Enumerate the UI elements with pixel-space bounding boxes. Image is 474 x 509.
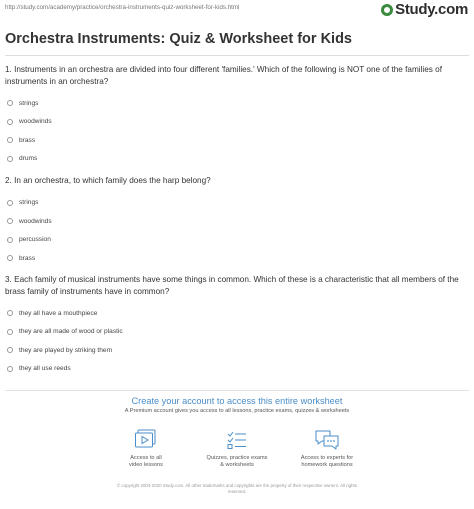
video-lessons-icon [133,428,159,452]
quizzes-checklist-icon [224,428,250,452]
option-label: woodwinds [19,217,52,225]
option-label: strings [19,99,39,107]
radio-button-icon[interactable] [7,200,13,206]
logo-text: Study.com [395,1,468,18]
radio-button-icon[interactable] [7,218,13,224]
radio-button-icon[interactable] [7,329,13,335]
radio-button-icon[interactable] [7,237,13,243]
question-1 [5,64,467,168]
option-label: brass [19,254,36,262]
question-text: 3. Each family of musical instruments have some things in common. Which of these is a characteristic that all members of the brass family of instruments have in common? [5,275,459,296]
answer-option[interactable] [5,231,467,250]
cta-divider [5,390,469,391]
answer-options [5,94,467,168]
page-url: http://study.com/academy/practice/orchestra-instruments-quiz-worksheet-for-kids.html [5,4,240,11]
feature-label: Quizzes, practice exams & worksheets [206,455,268,468]
question-text: 2. In an orchestra, to which family does the harp belong? [5,176,211,185]
option-label: they all have a mouthpiece [19,309,98,317]
answer-option[interactable] [5,360,467,379]
feature-video-lessons [101,428,191,469]
feature-label: Access to experts for homework questions [300,455,354,468]
answer-option[interactable] [5,341,467,360]
radio-button-icon[interactable] [7,310,13,316]
answer-option[interactable] [5,323,467,342]
question-3 [5,274,467,378]
option-label: woodwinds [19,118,52,126]
option-label: they are played by striking them [19,346,113,354]
option-label: they are all made of wood or plastic [19,328,123,336]
answer-options [5,304,467,378]
question-text: 1. Instruments in an orchestra are divided into four different 'families.' Which of the following is NOT one of the families of instruments in an orchestra? [5,65,442,86]
option-label: brass [19,136,36,144]
radio-button-icon[interactable] [7,137,13,143]
copyright-notice: © copyright 2003-2020 Study.com. All other trademarks and copyrights are the property of their respective owners. All rights reserved. [117,483,357,494]
premium-description: A Premium account gives you access to all lessons, practice exams, quizzes & worksheets [124,408,350,414]
answer-options [5,194,467,268]
answer-option[interactable] [5,113,467,132]
answer-option[interactable] [5,249,467,268]
radio-button-icon[interactable] [7,100,13,106]
study-logo[interactable] [381,3,468,17]
option-label: drums [19,155,38,163]
radio-button-icon[interactable] [7,255,13,261]
option-label: percussion [19,236,51,244]
top-bar [0,0,474,22]
answer-option[interactable] [5,212,467,231]
feature-label: Access to all video lessons [129,455,163,468]
feature-quizzes [192,428,282,469]
study-logo-icon [381,4,393,16]
radio-button-icon[interactable] [7,119,13,125]
answer-option[interactable] [5,194,467,213]
answer-option[interactable] [5,131,467,150]
answer-option[interactable] [5,150,467,169]
radio-button-icon[interactable] [7,347,13,353]
radio-button-icon[interactable] [7,156,13,162]
question-2 [5,175,467,268]
answer-option[interactable] [5,304,467,323]
page-title: Orchestra Instruments: Quiz & Worksheet for Kids [5,31,352,47]
radio-button-icon[interactable] [7,366,13,372]
expert-chat-icon [313,428,341,452]
answer-option[interactable] [5,94,467,113]
feature-experts [282,428,372,469]
option-label: strings [19,199,39,207]
option-label: they all use reeds [19,365,71,373]
premium-features [0,428,474,472]
title-divider [5,55,469,56]
create-account-link[interactable]: Create your account to access this entire worksheet [131,396,343,406]
